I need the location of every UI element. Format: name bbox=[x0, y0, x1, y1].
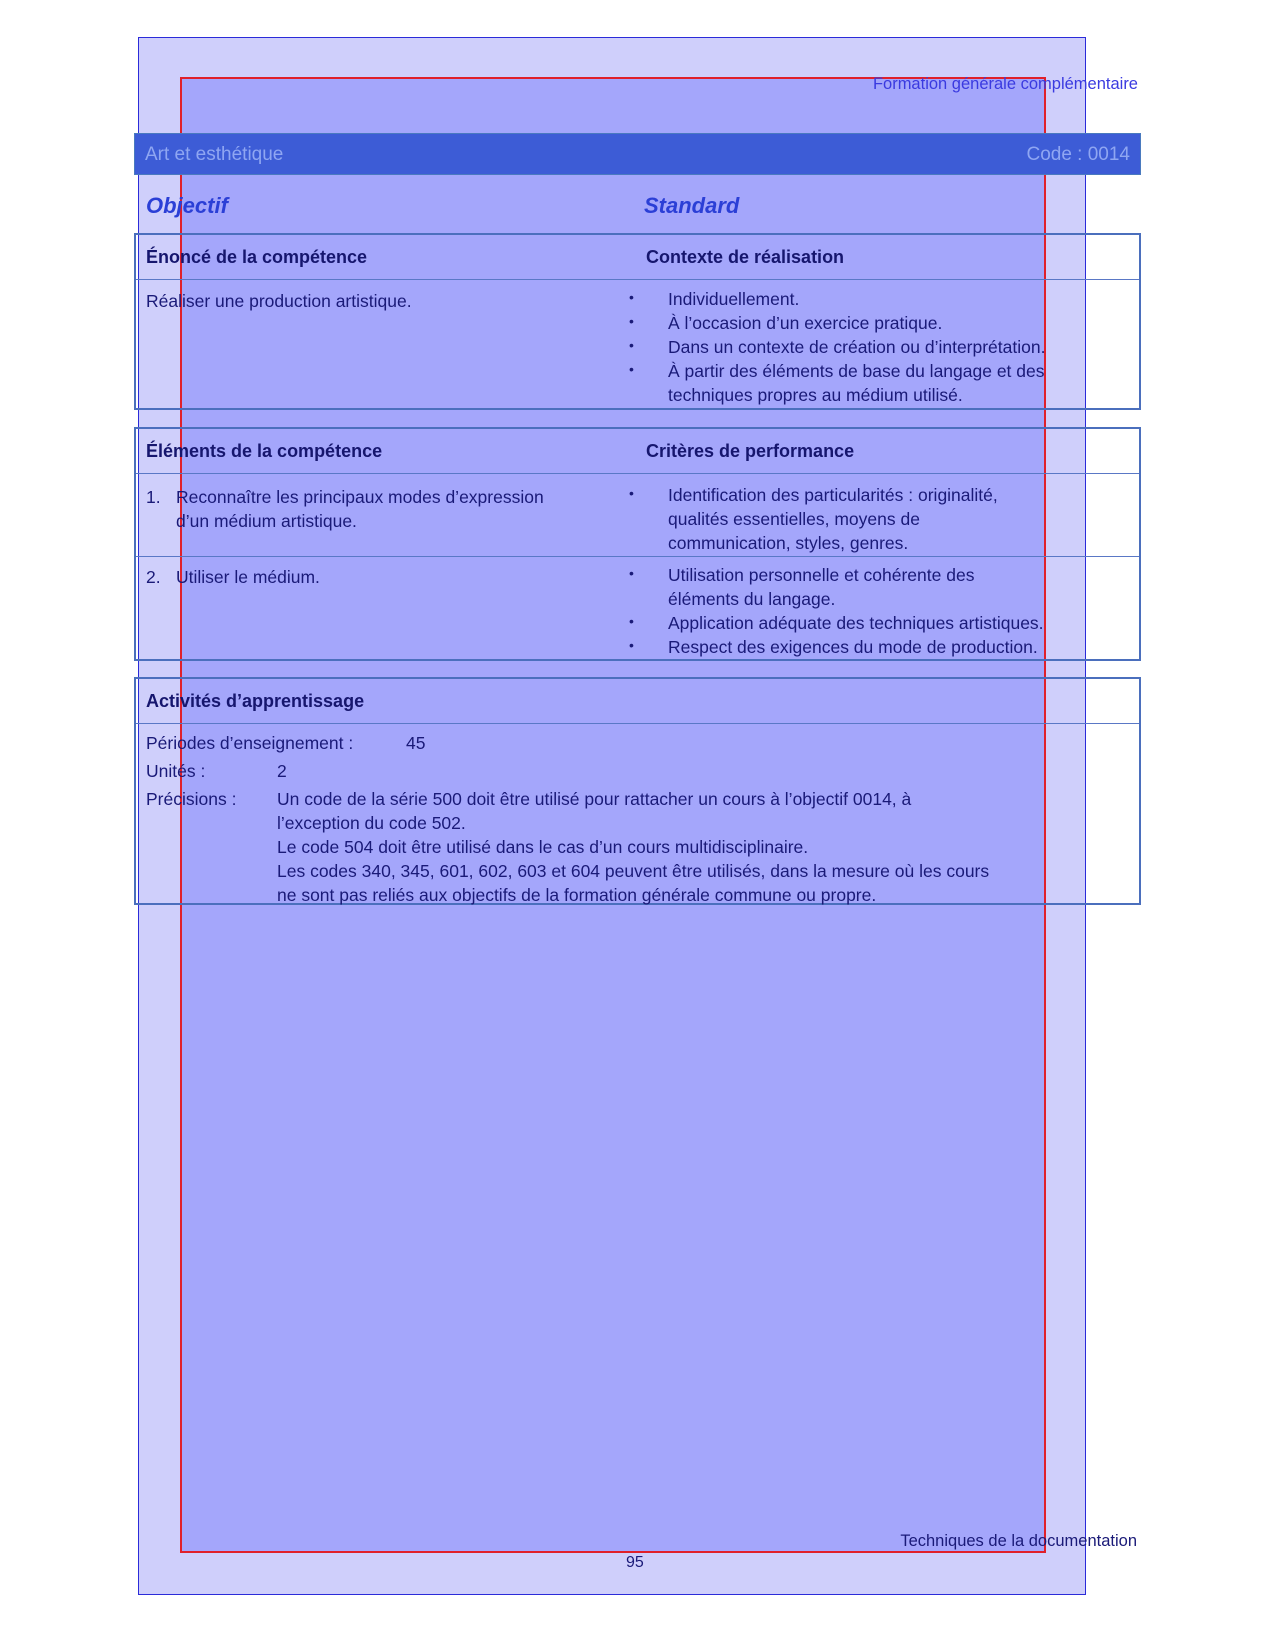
bullet: • bbox=[629, 637, 634, 653]
criterion-item: Utilisation personnelle et cohérente des bbox=[668, 565, 975, 585]
competence-header-row bbox=[136, 235, 1139, 280]
context-item: Individuellement. bbox=[668, 289, 800, 309]
units-label: Unités : bbox=[146, 761, 206, 781]
precision-line: Un code de la série 500 doit être utilisé pour rattacher un cours à l’objectif 0014, à bbox=[277, 789, 912, 809]
elements-head-left: Éléments de la compétence bbox=[146, 441, 383, 461]
bullet: • bbox=[629, 613, 634, 629]
bullet: • bbox=[629, 313, 634, 329]
element-number: 2. bbox=[146, 567, 161, 587]
precision-line: ne sont pas reliés aux objectifs de la formation générale commune ou propre. bbox=[277, 885, 877, 905]
element-text: d’un médium artistique. bbox=[176, 511, 357, 531]
activities-header-row bbox=[136, 679, 1139, 724]
bullet: • bbox=[629, 565, 634, 581]
competence-head-right: Contexte de réalisation bbox=[646, 247, 845, 267]
precisions-label: Précisions : bbox=[146, 789, 237, 809]
objectif-heading: Objectif bbox=[146, 193, 228, 218]
page-number: 95 bbox=[626, 1554, 644, 1571]
periods-value: 45 bbox=[406, 733, 426, 753]
context-item: techniques propres au médium utilisé. bbox=[668, 385, 963, 405]
standard-heading: Standard bbox=[644, 193, 740, 218]
criterion-item: qualités essentielles, moyens de bbox=[668, 509, 920, 529]
bullet: • bbox=[629, 361, 634, 377]
section-heads bbox=[146, 193, 1136, 223]
elements-header-row bbox=[136, 429, 1139, 474]
element-number: 1. bbox=[146, 487, 161, 507]
bullet: • bbox=[629, 337, 634, 353]
precision-line: l’exception du code 502. bbox=[277, 813, 466, 833]
elements-head-right: Critères de performance bbox=[646, 441, 855, 461]
activities-box bbox=[134, 677, 1141, 905]
activities-head: Activités d’apprentissage bbox=[146, 691, 365, 711]
competence-statement: Réaliser une production artistique. bbox=[146, 291, 412, 311]
periods-label: Périodes d’enseignement : bbox=[146, 733, 354, 753]
subject-title: Art et esthétique bbox=[145, 144, 284, 165]
elements-box bbox=[134, 427, 1141, 661]
context-item: Dans un contexte de création ou d’interprétation. bbox=[668, 337, 1046, 357]
running-header: Formation générale complémentaire bbox=[872, 75, 1138, 93]
units-value: 2 bbox=[277, 761, 287, 781]
competence-head-left: Énoncé de la compétence bbox=[146, 247, 368, 267]
subject-code: Code : 0014 bbox=[1026, 144, 1130, 165]
competence-box bbox=[134, 233, 1141, 410]
criterion-item: Respect des exigences du mode de production. bbox=[668, 637, 1038, 657]
criterion-item: Identification des particularités : originalité, bbox=[668, 485, 998, 505]
context-item: À partir des éléments de base du langage et des bbox=[668, 361, 1045, 381]
running-footer: Techniques de la documentation bbox=[900, 1532, 1137, 1550]
bullet: • bbox=[629, 289, 634, 305]
criterion-item: éléments du langage. bbox=[668, 589, 836, 609]
row-divider bbox=[136, 556, 1139, 557]
context-item: À l’occasion d’un exercice pratique. bbox=[668, 313, 943, 333]
title-band bbox=[134, 133, 1141, 175]
element-text: Reconnaître les principaux modes d’expression bbox=[176, 487, 544, 507]
bullet: • bbox=[629, 485, 634, 501]
criterion-item: Application adéquate des techniques artistiques. bbox=[668, 613, 1044, 633]
element-text: Utiliser le médium. bbox=[176, 567, 320, 587]
criterion-item: communication, styles, genres. bbox=[668, 533, 909, 553]
precision-line: Les codes 340, 345, 601, 602, 603 et 604 peuvent être utilisés, dans la mesure où les cours bbox=[277, 861, 990, 881]
precision-line: Le code 504 doit être utilisé dans le cas d’un cours multidisciplinaire. bbox=[277, 837, 809, 857]
